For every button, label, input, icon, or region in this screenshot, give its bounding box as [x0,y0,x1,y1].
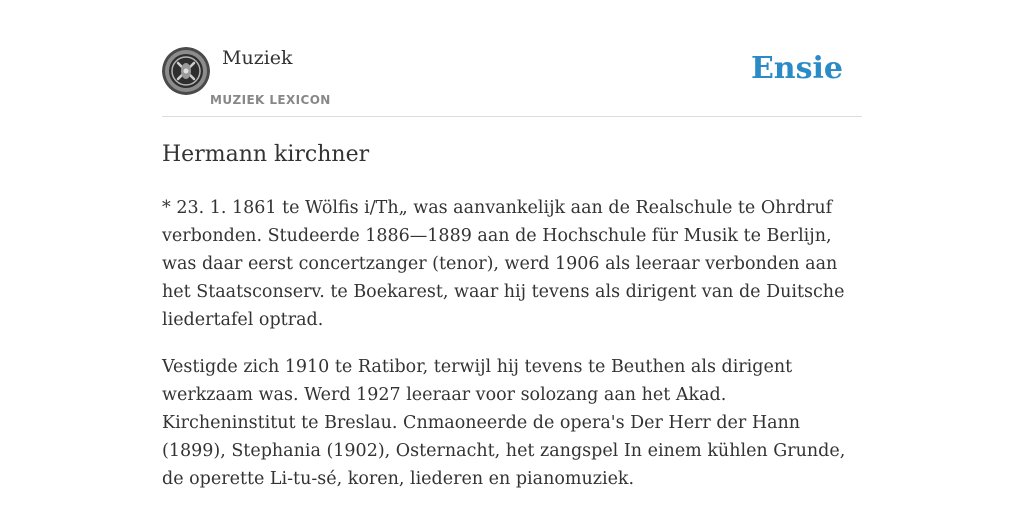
article-title: Hermann kirchner [162,142,370,167]
site-header [162,44,862,117]
site-name[interactable]: Muziek [222,47,293,69]
article-paragraph: * 23. 1. 1861 te Wölfis i/Th„ was aanvankelijk aan de Realschule te Ohrdruf verbonden. Studeerde 1886—1889 aan de Hochschule für Musik te Berlijn, was daar eerst concertzanger (tenor), werd 1906 als leeraar verbonden aan het Staatsconserv. te Boekarest, waar hij tevens als dirigent van de Duitsche liedertafel optrad. [162,198,845,330]
site-subtitle: MUZIEK LEXICON [210,93,331,107]
article-body [162,194,862,493]
music-seal-icon[interactable] [162,47,210,95]
article [162,139,862,493]
article-paragraph: Vestigde zich 1910 te Ratibor, terwijl hij tevens te Beuthen als dirigent werkzaam was. Werd 1927 leeraar voor solozang aan het Akad. Kircheninstitut te Breslau. Cnmaoneerde de opera's Der Herr der Hann (1899), Stephania (1902), Osternacht, het zangspel In einem kühlen Grunde, de operette Li-tu-sé, koren, liederen en pianomuziek. [162,357,846,489]
brand-logo-link[interactable]: Ensie [750,51,843,86]
